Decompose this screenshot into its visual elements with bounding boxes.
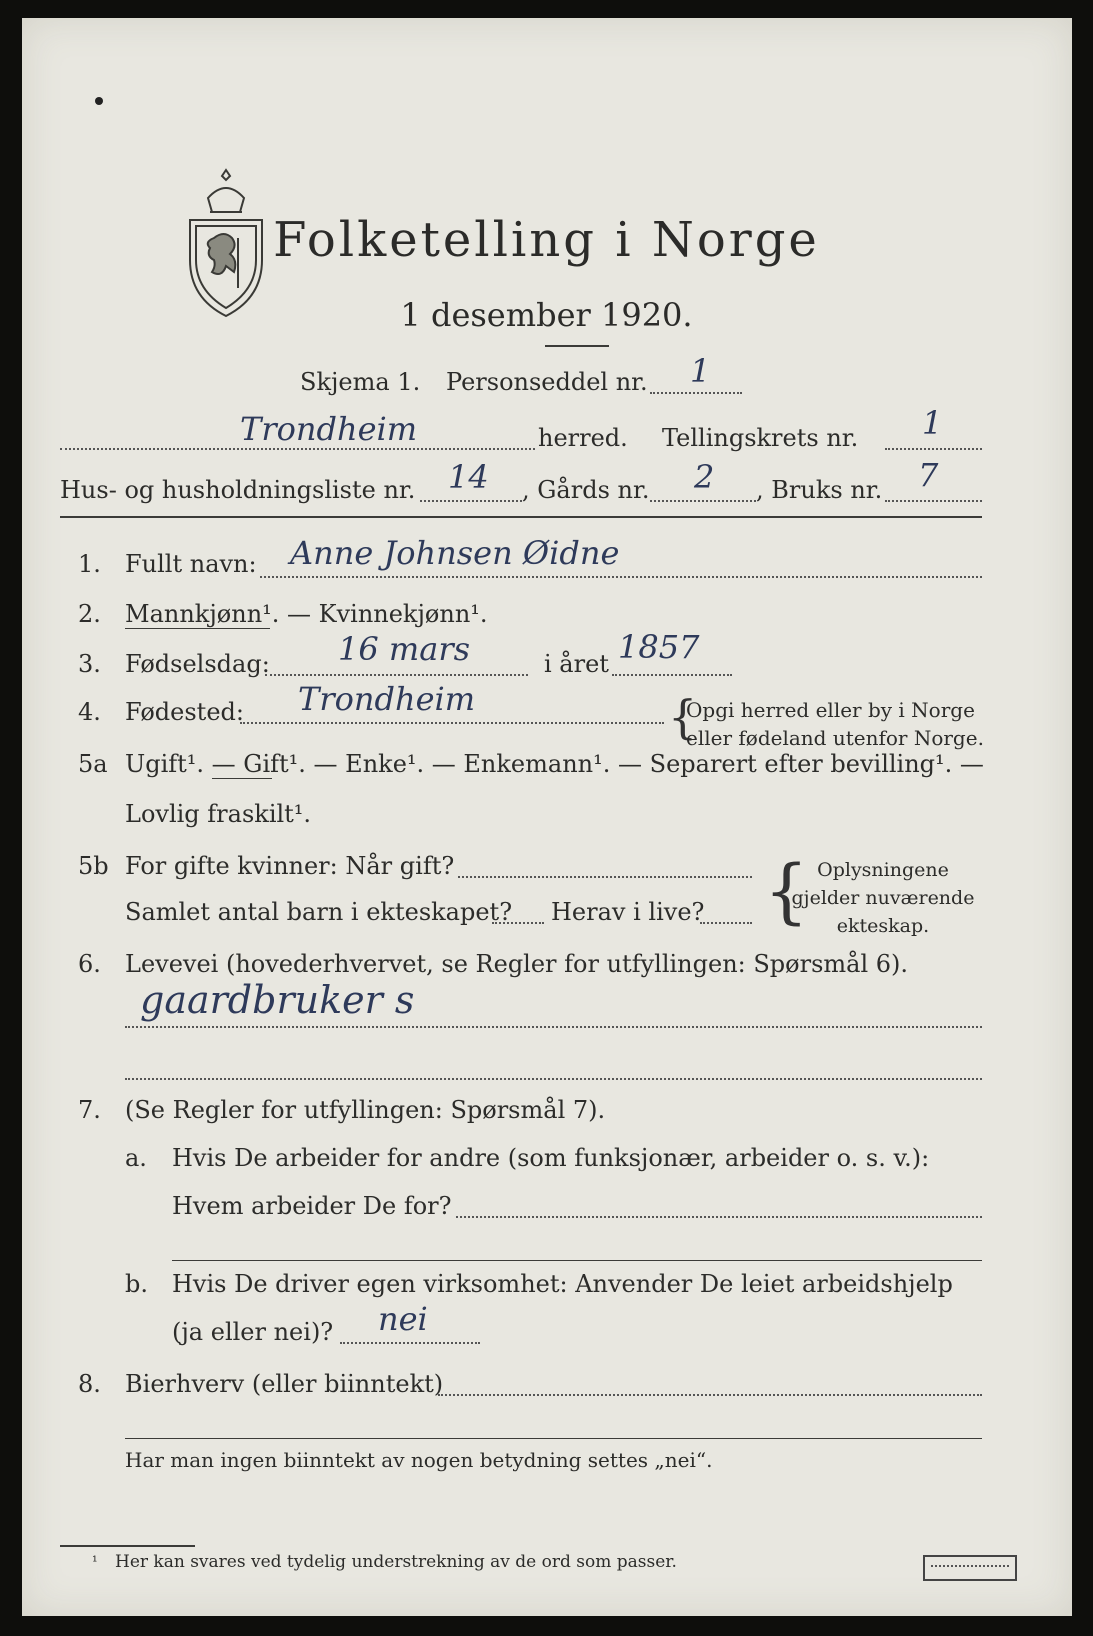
husliste-label: Hus- og husholdningsliste nr. (60, 476, 416, 504)
skjema-label: Skjema 1. (300, 368, 421, 396)
q5a-underline-gift (212, 778, 272, 779)
q6-value: gaardbruker s (140, 978, 415, 1022)
q7b-field-line (340, 1342, 480, 1344)
q5b-note-line3: ekteskap. (836, 915, 930, 937)
census-date: 1 desember 1920. (400, 296, 693, 334)
q5b-children-field-line (492, 922, 544, 924)
q7-number: 7. (78, 1096, 101, 1124)
bruks-value: 7 (918, 456, 939, 494)
q7b-value: nei (378, 1300, 428, 1338)
q3-year-label: i året (544, 650, 609, 678)
q4-note-line1: Opgi herred eller by i Norge (686, 698, 975, 722)
gards-value: 2 (694, 458, 715, 496)
q6-field-line-2 (125, 1078, 982, 1080)
q5a-label-continued: Lovlig fraskilt¹. (125, 800, 312, 828)
q5b-number: 5b (78, 852, 109, 880)
q7a-extra-line (172, 1260, 982, 1261)
q5b-children-label: Samlet antal barn i ekteskapet? (125, 898, 513, 926)
q7b-yes-no-label: (ja eller nei)? (172, 1318, 334, 1346)
gards-field-line (650, 500, 756, 502)
biinntekt-note: Har man ingen biinntekt av nogen betydning settes „nei“. (125, 1448, 713, 1472)
q5a-label: Ugift¹. — Gift¹. — Enke¹. — Enkemann¹. — Separert efter bevilling¹. — (125, 750, 984, 778)
q3-number: 3. (78, 650, 101, 678)
q7a-employer-label: Hvem arbeider De for? (172, 1192, 452, 1220)
personseddel-label: Personseddel nr. (446, 368, 648, 396)
q3-value: 16 mars (338, 630, 471, 668)
q1-value: Anne Johnsen Øidne (290, 534, 620, 572)
q5b-label: For gifte kvinner: Når gift? (125, 852, 455, 880)
bruks-label: , Bruks nr. (756, 476, 883, 504)
herred-label: herred. (538, 424, 628, 452)
form-title: Folketelling i Norge (273, 212, 820, 268)
q2-label: Mannkjønn¹. — Kvinnekjønn¹. (125, 600, 488, 628)
q7a-letter: a. (125, 1144, 147, 1172)
herred-field-line (60, 448, 535, 450)
q4-number: 4. (78, 698, 101, 726)
q7b-letter: b. (125, 1270, 148, 1298)
q6-label: Levevei (hovederhvervet, se Regler for utfyllingen: Spørsmål 6). (125, 950, 909, 978)
q2-underline-mannkjonn (125, 628, 270, 629)
q5b-alive-field-line (700, 922, 752, 924)
q6-number: 6. (78, 950, 101, 978)
tellingskrets-field-line (885, 448, 982, 450)
q8-extra-line (125, 1438, 982, 1439)
q8-field-line (438, 1394, 982, 1396)
title-divider (545, 345, 609, 347)
q2-number: 2. (78, 600, 101, 628)
q7a-employer-field-line (456, 1216, 982, 1218)
footnote-mark: ¹ (92, 1554, 98, 1570)
q8-number: 8. (78, 1370, 101, 1398)
printer-stamp (923, 1555, 1017, 1581)
q4-value: Trondheim (298, 680, 476, 718)
footnote-text: Her kan svares ved tydelig understrekning av de ord som passer. (115, 1552, 677, 1572)
q5b-note-line2: gjelder nuværende (791, 887, 975, 909)
ink-dot (95, 97, 103, 105)
tellingskrets-value: 1 (922, 404, 943, 442)
q7b-label: Hvis De driver egen virksomhet: Anvender De leiet arbeidshjelp (172, 1270, 953, 1298)
q3-year-value: 1857 (618, 628, 700, 666)
q1-number: 1. (78, 550, 101, 578)
q3-label: Fødselsdag: (125, 650, 270, 678)
q8-label: Bierhverv (eller biinntekt) (125, 1370, 444, 1398)
q1-label: Fullt navn: (125, 550, 257, 578)
q4-note-line2: eller fødeland utenfor Norge. (686, 726, 984, 750)
q7a-label: Hvis De arbeider for andre (som funksjonær, arbeider o. s. v.): (172, 1144, 930, 1172)
gards-label: , Gårds nr. (522, 476, 650, 504)
q4-brace: { (668, 690, 698, 744)
q4-label: Fødested: (125, 698, 244, 726)
q5b-note-line1: Oplysningene (817, 859, 949, 881)
header-divider (60, 516, 982, 518)
tellingskrets-label: Tellingskrets nr. (662, 424, 859, 452)
personseddel-value: 1 (690, 352, 711, 390)
q5b-note (778, 856, 988, 940)
husliste-field-line (420, 500, 522, 502)
q6-field-line-1 (125, 1026, 982, 1028)
personseddel-field-line (650, 392, 742, 394)
footnote-divider (60, 1545, 195, 1547)
q7-label: (Se Regler for utfyllingen: Spørsmål 7). (125, 1096, 606, 1124)
q5a-number: 5a (78, 750, 108, 778)
q1-field-line (260, 576, 982, 578)
q3-year-field-line (612, 674, 732, 676)
q3-field-line (265, 674, 528, 676)
husliste-value: 14 (448, 458, 489, 496)
q5b-alive-label: Herav i live? (551, 898, 705, 926)
q5b-brace: { (764, 850, 809, 932)
q4-field-line (240, 722, 664, 724)
bruks-field-line (885, 500, 982, 502)
herred-value: Trondheim (240, 410, 418, 448)
q5b-when-married-field-line (458, 876, 752, 878)
